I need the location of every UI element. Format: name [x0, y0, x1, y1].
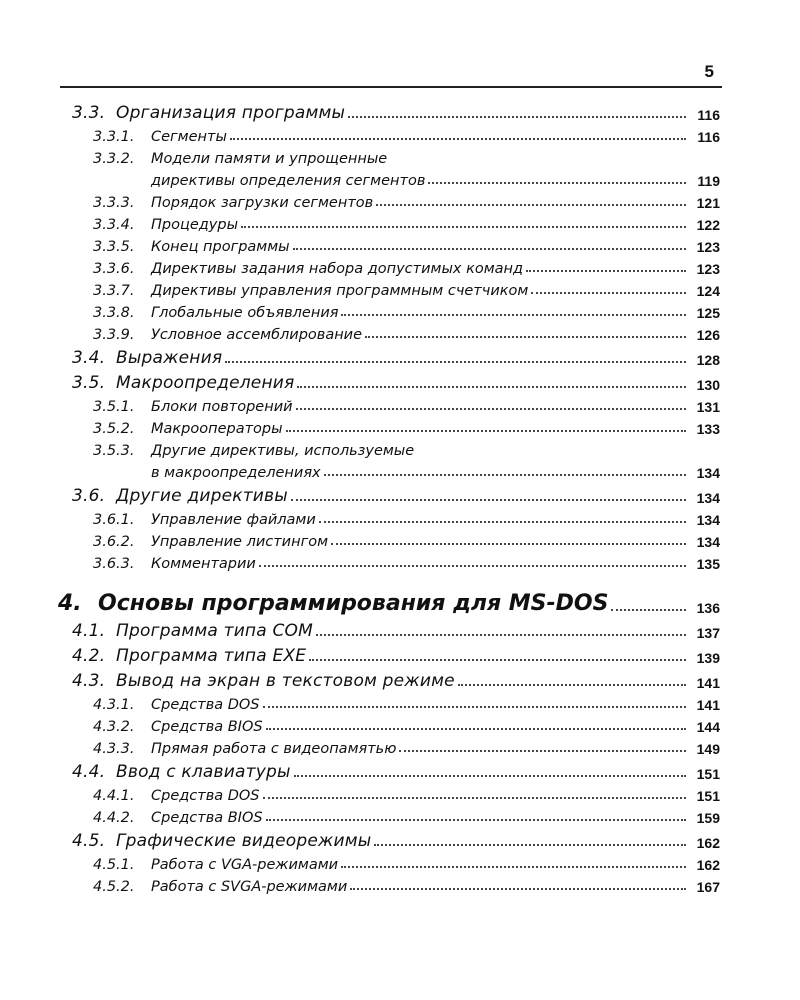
toc-entry-number: 3.3.1. [93, 129, 135, 145]
dot-leader [319, 521, 686, 523]
toc-entry-number: 4.4. [72, 762, 106, 782]
toc-entry-title [93, 239, 290, 255]
toc-entry-page: 134 [696, 534, 720, 550]
toc-entry-text: Программа типа COM [116, 621, 313, 641]
toc-entry-text: Модели памяти и упрощенные [151, 151, 388, 167]
toc-entry [93, 851, 720, 873]
dot-leader [293, 248, 686, 250]
toc-entry-page: 162 [696, 857, 720, 873]
toc-entry-title [93, 421, 283, 437]
toc-entry [72, 616, 720, 641]
toc-entry-page: 134 [696, 490, 720, 506]
toc-entry-number: 3.6.1. [93, 512, 135, 528]
toc-entry-title [72, 486, 288, 506]
toc-entry-text: Выражения [116, 348, 223, 368]
toc-entry-page: 131 [696, 399, 720, 415]
toc-entry-title [93, 857, 338, 873]
toc-entry [93, 277, 720, 299]
toc-entry [93, 211, 720, 233]
toc-entry-number: 3.6. [72, 486, 106, 506]
toc-entry-number: 4.3. [72, 671, 106, 691]
dot-leader [350, 888, 686, 890]
toc-entry [93, 255, 720, 277]
toc-entry-number: 3.3.6. [93, 261, 135, 277]
toc-entry [72, 481, 720, 506]
toc-entry-page: 134 [696, 465, 720, 481]
table-of-contents [0, 98, 800, 895]
toc-entry-page: 116 [697, 129, 720, 145]
toc-entry-text: Условное ассемблирование [151, 327, 363, 343]
toc-entry [72, 368, 720, 393]
toc-entry-page: 162 [696, 835, 720, 851]
toc-entry [72, 826, 720, 851]
toc-entry-text: Блоки повторений [151, 399, 293, 415]
toc-entry [93, 437, 720, 459]
toc-entry-title [93, 195, 373, 211]
toc-entry [93, 189, 720, 211]
dot-leader [241, 226, 686, 228]
toc-entry-number: 3.3.5. [93, 239, 135, 255]
toc-entry-page: 141 [696, 697, 720, 713]
toc-entry [93, 550, 720, 572]
toc-entry-number: 4.4.1. [93, 788, 135, 804]
toc-entry-text: Прямая работа с видеопамятью [151, 741, 397, 757]
toc-entry-text: Макрооператоры [151, 421, 283, 437]
toc-entry-page: 124 [696, 283, 720, 299]
toc-entry-title [93, 810, 263, 826]
toc-entry-text: Вывод на экран в текстовом режиме [116, 671, 455, 691]
dot-leader [341, 314, 686, 316]
toc-entry [93, 145, 720, 167]
toc-entry-text: Комментарии [151, 556, 256, 572]
toc-entry-number: 3.3.4. [93, 217, 135, 233]
toc-entry-text: Конец программы [151, 239, 290, 255]
toc-entry-text: Средства BIOS [151, 810, 263, 826]
toc-entry-title [93, 305, 338, 321]
dot-leader [331, 543, 686, 545]
toc-entry-page: 119 [697, 173, 720, 189]
toc-entry [151, 459, 720, 481]
toc-entry-number: 3.4. [72, 348, 106, 368]
toc-entry-title [72, 103, 345, 123]
toc-entry-text: Работа с SVGA-режимами [151, 879, 348, 895]
toc-entry [93, 299, 720, 321]
toc-entry-title [72, 373, 294, 393]
dot-leader [374, 844, 686, 846]
toc-entry-page: 128 [696, 352, 720, 368]
toc-entry-title [93, 788, 260, 804]
toc-entry-page: 126 [696, 327, 720, 343]
toc-entry-title [72, 831, 371, 851]
toc-entry-page: 151 [696, 766, 720, 782]
toc-entry-number: 4.3.2. [93, 719, 135, 735]
toc-entry-number: 3.5. [72, 373, 106, 393]
toc-entry-title [93, 217, 238, 233]
toc-entry-title [93, 556, 256, 572]
toc-entry-text: Работа с VGA-режимами [151, 857, 339, 873]
dot-leader [291, 499, 686, 501]
toc-entry-text: Средства DOS [151, 788, 260, 804]
toc-entry [58, 580, 720, 616]
toc-entry-page: 137 [696, 625, 720, 641]
dot-leader [263, 797, 686, 799]
toc-entry-page: 135 [696, 556, 720, 572]
toc-entry-title [93, 151, 387, 167]
dot-leader [341, 866, 686, 868]
toc-entry-number: 4.3.1. [93, 697, 135, 713]
toc-entry [93, 506, 720, 528]
toc-entry-title [72, 762, 291, 782]
toc-entry-page: 125 [696, 305, 720, 321]
toc-entry-number: 4.4.2. [93, 810, 135, 826]
toc-entry-text: Процедуры [151, 217, 239, 233]
toc-entry [93, 691, 720, 713]
toc-entry-number: 4.2. [72, 646, 106, 666]
toc-entry-number: 3.3.9. [93, 327, 135, 343]
toc-entry-page: 123 [696, 239, 720, 255]
toc-entry-title [93, 283, 528, 299]
toc-entry-text: Директивы задания набора допустимых команд [151, 261, 524, 277]
toc-entry-number: 3.3. [72, 103, 106, 123]
toc-entry-text: Управление файлами [151, 512, 316, 528]
toc-entry-title [72, 348, 222, 368]
toc-entry-page: 136 [696, 600, 720, 616]
toc-entry-text: Основы программирования для MS-DOS [98, 591, 609, 616]
toc-entry [93, 233, 720, 255]
toc-entry-title [58, 591, 608, 616]
toc-entry-page: 149 [696, 741, 720, 757]
toc-entry-title [93, 741, 396, 757]
toc-entry [93, 804, 720, 826]
header-rule [60, 86, 722, 88]
toc-entry-title [93, 261, 523, 277]
dot-leader [297, 386, 686, 388]
toc-entry-page: 159 [696, 810, 720, 826]
toc-entry-text: Сегменты [151, 129, 227, 145]
toc-entry-number: 4. [58, 591, 82, 616]
toc-entry-text: в макроопределениях [151, 465, 321, 481]
toc-entry-text: Графические видеорежимы [116, 831, 372, 851]
dot-leader [266, 819, 686, 821]
dot-leader [611, 609, 686, 611]
toc-entry-page: 134 [696, 512, 720, 528]
toc-entry-number: 3.5.1. [93, 399, 135, 415]
dot-leader [296, 408, 686, 410]
toc-entry-page: 141 [696, 675, 720, 691]
toc-entry [93, 393, 720, 415]
toc-entry-page: 116 [697, 107, 720, 123]
toc-entry-text: Директивы управления программным счетчиком [151, 283, 529, 299]
toc-entry-title [151, 173, 425, 189]
dot-leader [399, 750, 686, 752]
toc-entry [93, 321, 720, 343]
dot-leader [458, 684, 686, 686]
toc-entry [151, 167, 720, 189]
toc-entry [93, 528, 720, 550]
toc-entry [93, 782, 720, 804]
toc-entry-page: 123 [696, 261, 720, 277]
toc-entry-number: 4.5.2. [93, 879, 135, 895]
toc-entry-number: 3.3.8. [93, 305, 135, 321]
toc-entry [72, 98, 720, 123]
dot-leader [376, 204, 686, 206]
toc-entry-page: 121 [696, 195, 720, 211]
dot-leader [531, 292, 686, 294]
toc-entry-title [72, 646, 306, 666]
toc-entry-title [93, 534, 328, 550]
toc-entry-text: Порядок загрузки сегментов [151, 195, 374, 211]
dot-leader [526, 270, 686, 272]
toc-entry-title [93, 399, 293, 415]
toc-entry-text: Макроопределения [116, 373, 295, 393]
dot-leader [259, 565, 686, 567]
toc-entry-text: директивы определения сегментов [151, 173, 426, 189]
toc-entry [72, 641, 720, 666]
dot-leader [294, 775, 686, 777]
toc-entry-text: Средства BIOS [151, 719, 263, 735]
toc-entry-page: 167 [696, 879, 720, 895]
toc-entry-text: Средства DOS [151, 697, 260, 713]
dot-leader [286, 430, 686, 432]
toc-entry-page: 130 [696, 377, 720, 393]
dot-leader [316, 634, 686, 636]
toc-entry-title [93, 879, 347, 895]
toc-entry-text: Организация программы [116, 103, 346, 123]
toc-entry-title [151, 465, 321, 481]
toc-entry-number: 4.3.3. [93, 741, 135, 757]
toc-entry-title [93, 129, 227, 145]
toc-entry [72, 343, 720, 368]
dot-leader [309, 659, 686, 661]
toc-entry-number: 3.5.3. [93, 443, 135, 459]
toc-entry-title [93, 512, 316, 528]
toc-entry-title [93, 443, 414, 459]
toc-entry-text: Программа типа EXE [116, 646, 307, 666]
toc-entry-title [93, 327, 362, 343]
toc-entry-title [93, 697, 260, 713]
toc-entry-title [93, 719, 263, 735]
toc-entry-text: Ввод с клавиатуры [116, 762, 291, 782]
toc-entry-number: 4.5.1. [93, 857, 135, 873]
toc-entry-text: Другие директивы, используемые [151, 443, 415, 459]
dot-leader [266, 728, 686, 730]
dot-leader [428, 182, 686, 184]
toc-entry-number: 4.1. [72, 621, 106, 641]
dot-leader [230, 138, 686, 140]
toc-entry-text: Управление листингом [151, 534, 329, 550]
toc-entry-text: Другие директивы [116, 486, 288, 506]
toc-entry-number: 3.3.2. [93, 151, 135, 167]
toc-entry-page: 122 [696, 217, 720, 233]
toc-entry [93, 873, 720, 895]
toc-entry [72, 666, 720, 691]
dot-leader [324, 474, 686, 476]
toc-entry [72, 757, 720, 782]
dot-leader [365, 336, 686, 338]
toc-entry-number: 3.5.2. [93, 421, 135, 437]
toc-entry-number: 4.5. [72, 831, 106, 851]
toc-entry-text: Глобальные объявления [151, 305, 339, 321]
toc-entry-page: 144 [696, 719, 720, 735]
toc-entry-number: 3.6.3. [93, 556, 135, 572]
toc-entry-page: 133 [696, 421, 720, 437]
toc-entry [93, 713, 720, 735]
dot-leader [348, 116, 686, 118]
toc-entry-page: 139 [696, 650, 720, 666]
toc-entry-number: 3.3.3. [93, 195, 135, 211]
toc-entry-title [72, 621, 313, 641]
toc-entry [93, 735, 720, 757]
toc-entry-number: 3.3.7. [93, 283, 135, 299]
dot-leader [225, 361, 686, 363]
toc-entry [93, 123, 720, 145]
toc-entry [93, 415, 720, 437]
toc-entry-title [72, 671, 455, 691]
page-number: 5 [704, 62, 714, 81]
dot-leader [263, 706, 686, 708]
toc-entry-number: 3.6.2. [93, 534, 135, 550]
toc-entry-page: 151 [696, 788, 720, 804]
